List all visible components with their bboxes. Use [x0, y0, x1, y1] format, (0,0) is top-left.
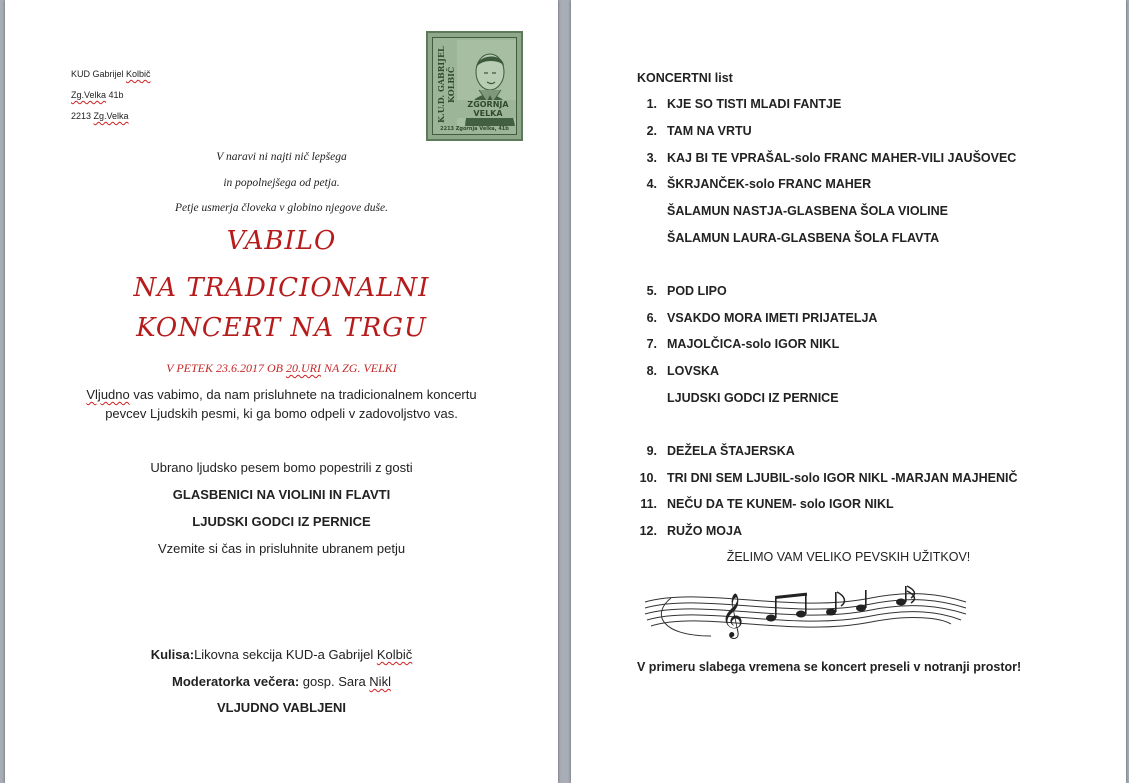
moderator-surname: Nikl — [369, 674, 391, 689]
invite-text-line-2: pevcev Ljudskih pesmi, ki ga bomo odpeli v zadovoljstvo vas. — [105, 406, 458, 421]
program-item-number: 1. — [646, 97, 657, 111]
program-item-text: KJE SO TISTI MLADI FANTJE — [667, 97, 842, 111]
program-item-text: DEŽELA ŠTAJERSKA — [667, 444, 795, 458]
program-item-text: MAJOLČICA-solo IGOR NIKL — [667, 337, 840, 351]
program-item-number: 11. — [640, 497, 657, 511]
invite-text-rest: vas vabimo, da nam prisluhnete na tradicionalnem koncertu — [129, 387, 477, 402]
take-time-text: Vzemite si čas in prisluhnite ubranem petju — [157, 541, 406, 556]
program-page — [571, 0, 1126, 783]
program-item-number: 3. — [646, 151, 657, 165]
program-item-text: ŠKRJANČEK-solo FRANC MAHER — [667, 177, 872, 191]
title-vabilo: VABILO — [226, 226, 337, 256]
program-item-text: VSAKDO MORA IMETI PRIJATELJA — [667, 311, 878, 325]
closing-text: VLJUDNO VABLJENI — [216, 700, 347, 715]
program-item-number: 5. — [646, 284, 657, 298]
kulisa-credit — [5, 647, 558, 662]
moderator-text: gosp. Sara — [299, 674, 370, 689]
program-item-number: 6. — [646, 311, 657, 325]
stamp-horizontal-text: ZGORNJA VELKA — [457, 100, 517, 118]
program-item-text: TAM NA VRTU — [667, 124, 752, 138]
address-number: 41b — [106, 90, 124, 100]
program-item-number: 10. — [639, 471, 657, 485]
address-line-3 — [71, 111, 129, 121]
event-date-place: NA ZG. VELKI — [320, 361, 397, 375]
moderator-label: Moderatorka večera: — [172, 674, 300, 689]
program-item-number: 12. — [639, 524, 657, 538]
music-notes-icon — [641, 584, 971, 640]
address-postcode: 2213 — [71, 111, 94, 121]
program-item-text: LOVSKA — [667, 364, 720, 378]
title-line-2: NA TRADICIONALNI — [133, 273, 430, 303]
wish-text: ŽELIMO VAM VELIKO PEVSKIH UŽITKOV! — [726, 550, 971, 564]
stamp-bottom-text: 2213 Zgornja Velka, 41b — [440, 126, 509, 132]
address-org: KUD Gabrijel — [71, 69, 127, 79]
program-item-text: ŠALAMUN LAURA-GLASBENA ŠOLA FLAVTA — [667, 231, 940, 245]
event-date — [5, 361, 558, 376]
kulisa-label: Kulisa: — [150, 647, 195, 662]
poem-line-2: in popolnejšega od petja. — [223, 177, 340, 189]
guest-godci: LJUDSKI GODCI IZ PERNICE — [192, 514, 371, 529]
kulisa-name: Kolbič — [376, 647, 413, 662]
moderator-credit — [5, 674, 558, 689]
svg-text:𝄞: 𝄞 — [721, 593, 744, 637]
invite-text-line-1 — [5, 387, 558, 402]
invite-word-vljudno: Vljudno — [86, 387, 130, 402]
program-item-text: NEČU DA TE KUNEM- solo IGOR NIKL — [667, 497, 894, 511]
program-item-text: KAJ BI TE VPRAŠAL-solo FRANC MAHER-VILI JAUŠOVEC — [667, 151, 1017, 165]
poem-line-3: Petje usmerja človeka v globino njegove duše. — [175, 202, 388, 214]
program-item-text: POD LIPO — [667, 284, 727, 298]
address-street: Zg.Velka — [71, 90, 107, 100]
program-item-number: 9. — [646, 444, 657, 458]
guests-intro: Ubrano ljudsko pesem bomo popestrili z gosti — [150, 460, 413, 475]
address-town: Zg.Velka — [93, 111, 129, 121]
program-item-number: 2. — [646, 124, 657, 138]
program-item-text: RUŽO MOJA — [667, 524, 742, 538]
program-item-number: 8. — [646, 364, 657, 378]
guest-musicians: GLASBENICI NA VIOLINI IN FLAVTI — [172, 487, 391, 502]
program-item-text: TRI DNI SEM LJUBIL-solo IGOR NIKL -MARJAN MAJHENIČ — [667, 471, 1018, 485]
address-line-2 — [71, 90, 124, 100]
weather-note: V primeru slabega vremena se koncert preseli v notranji prostor! — [637, 660, 1022, 674]
event-date-time: 20.URI — [285, 361, 321, 375]
program-heading: KONCERTNI list — [637, 71, 733, 85]
stamp-vertical-text: K.U.D. GABRIJEL KOLBIČ — [436, 46, 456, 124]
address-org-name: Kolbič — [126, 69, 151, 79]
invitation-page — [5, 0, 558, 783]
program-item-number: 4. — [646, 177, 657, 191]
poem-line-1: V naravi ni najti nič lepšega — [216, 151, 347, 163]
program-item-text: LJUDSKI GODCI IZ PERNICE — [667, 391, 839, 405]
program-item-text: ŠALAMUN NASTJA-GLASBENA ŠOLA VIOLINE — [667, 204, 949, 218]
event-date-day: V PETEK 23.6.2017 OB — [166, 361, 286, 375]
title-line-3: KONCERT NA TRGU — [136, 313, 427, 343]
kud-stamp-logo — [426, 31, 523, 141]
kulisa-text: Likovna sekcija KUD-a Gabrijel — [194, 647, 377, 662]
program-item-number: 7. — [646, 337, 657, 351]
address-line-1 — [71, 69, 151, 79]
